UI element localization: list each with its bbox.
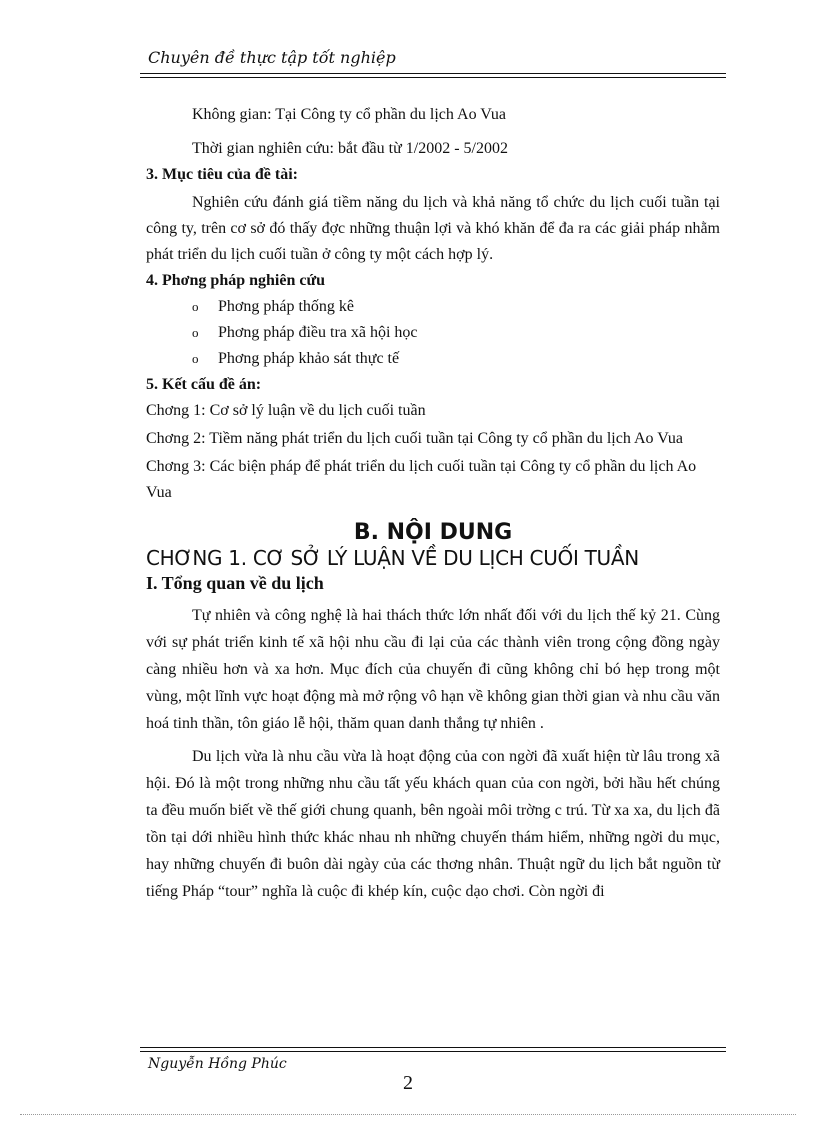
section3-heading: 3. Mục tiêu của đề tài: [146,166,298,183]
footer-rule-top [140,1047,726,1048]
section3-text: Nghiên cứu đánh giá tiềm năng du lịch và khả năng tổ chức du lịch cuối tuần tại công ty, trên cơ sở đó thấy đợc những thuận lợi và khó khăn để đa ra các giải pháp nhằm phát triển du lịch cuối tuần ở công ty một cách hợp lý. [146,194,720,263]
chapter-title: CHƠNG 1. CƠ SỞ LÝ LUẬN VỀ DU LỊCH CUỐI TUẦN [146,546,639,570]
chapter-item: Chơng 1: Cơ sở lý luận về du lịch cuối tuần [146,402,426,419]
chapter-item: Chơng 2: Tiềm năng phát triển du lịch cuối tuần tại Công ty cổ phần du lịch Ao Vua [146,430,683,447]
body-paragraph: Du lịch vừa là nhu cầu vừa là hoạt động của con ngời đã xuất hiện từ lâu trong xã hội. Đó là một trong những nhu cầu tất yếu khách quan của con ngời, bởi hầu hết chúng ta đều muốn biết về thế giới chung quanh, bên ngoài môi trờng c trú. Từ xa xa, du lịch đã tồn tại dới nhiều hình thức khác nhau nh những chuyến thám hiểm, những ngời du mục, hay những chuyến đi buôn dài ngày của các thơng nhân. Thuật ngữ du lịch bắt nguồn từ tiếng Pháp “tour” nghĩa là cuộc đi khép kín, cuộc dạo chơi. Còn ngời đi [146,748,720,900]
header-title: Chuyên đề thực tập tốt nghiệp [148,48,396,67]
page-edge-dots [20,1114,796,1115]
circle-bullet-icon: o [192,299,199,314]
method-item-label: Phơng pháp khảo sát thực tế [218,350,400,367]
circle-bullet-icon: o [192,325,199,340]
page-number: 2 [403,1072,413,1094]
part-title: B. NỘI DUNG [353,520,513,545]
scope-space: Không gian: Tại Công ty cổ phần du lịch Ao Vua [192,106,506,123]
scope-time: Thời gian nghiên cứu: bắt đầu từ 1/2002 - 5/2002 [192,140,508,157]
circle-bullet-icon: o [192,351,199,366]
footer-author: Nguyễn Hồng Phúc [148,1056,287,1072]
method-item [146,294,720,320]
header-rule-bottom [140,77,726,78]
body-paragraph: Tự nhiên và công nghệ là hai thách thức lớn nhất đối với du lịch thế kỷ 21. Cùng với sự phát triển kinh tế xã hội nhu cầu đi lại của các thành viên trong cộng đồng ngày càng nhiều hơn và xa hơn. Mục đích của chuyến đi cũng không chỉ bó hẹp trong một vùng, một lĩnh vực hoạt động mà mở rộng vô hạn về không gian thời gian và nhu cầu văn hoá tinh thần, tôn giáo lễ hội, thăm quan danh thắng tự nhiên . [146,607,720,732]
method-item [146,346,720,372]
footer-rule-bottom [140,1051,726,1052]
header-rule-top [140,73,726,74]
section4-heading: 4. Phơng pháp nghiên cứu [146,272,325,289]
method-item-label: Phơng pháp điều tra xã hội học [218,324,418,341]
section5-heading: 5. Kết cấu đề án: [146,376,262,393]
method-item [146,320,720,346]
chapter-item: Chơng 3: Các biện pháp để phát triển du lịch cuối tuần tại Công ty cổ phần du lịch Ao Vua [146,458,697,501]
subsection-title: I. Tổng quan về du lịch [146,573,324,593]
method-item-label: Phơng pháp thống kê [218,298,355,315]
document-body [146,98,720,905]
